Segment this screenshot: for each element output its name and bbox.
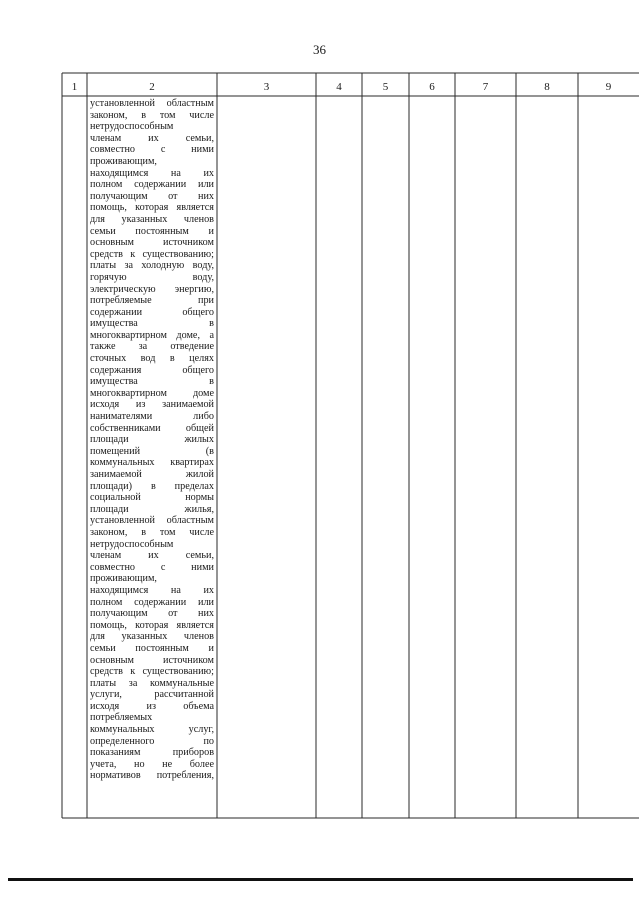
cell-text-line: средств к существованию; <box>90 248 214 260</box>
cell-text-line: основным источником <box>90 237 214 249</box>
cell-text-line: многоквартирном доме, а <box>90 329 214 341</box>
column-header-5: 5 <box>382 81 389 93</box>
cell-text-line: услуги, рассчитанной <box>90 689 214 701</box>
cell-text-line: установленной областным <box>90 515 214 527</box>
cell-text-line: содержании общего <box>90 306 214 318</box>
cell-text-line: получающим от них <box>90 608 214 620</box>
column-header-2: 2 <box>149 81 155 93</box>
cell-text-line: многоквартирном доме <box>90 387 214 399</box>
cell-text-line: законом, в том числе <box>90 526 214 538</box>
cell-text-line: нетрудоспособным <box>90 538 174 550</box>
cell-text-line: проживающим, <box>90 573 157 585</box>
cell-text-line: основным источником <box>90 654 214 666</box>
cell-text-line: собственниками общей <box>90 422 214 434</box>
cell-text-line: совместно с ними <box>90 144 214 156</box>
cell-text-line: нанимателями либо <box>90 411 214 423</box>
column-header-9: 9 <box>605 81 612 93</box>
cell-text-line: определенного по <box>90 735 214 747</box>
cell-text-line: установленной областным <box>90 98 214 109</box>
cell-text-line: потребляемых <box>90 712 153 724</box>
cell-text-line: помощь, которая является <box>90 619 214 631</box>
cell-text-line: электрическую энергию, <box>90 283 214 295</box>
cell-text-line: находящимся на их <box>90 584 214 596</box>
cell-text-line: находящимся на их <box>90 167 214 179</box>
cell-text-line: исходя из занимаемой <box>90 399 214 411</box>
cell-text-line: законом, в том числе <box>90 109 214 121</box>
cell-text-line: проживающим, <box>90 155 157 167</box>
page-bottom-border <box>8 878 633 881</box>
cell-text-line: сточных вод в целях <box>90 353 214 365</box>
cell-text-line: учета, но не более <box>90 758 214 770</box>
cell-text-line: занимаемой жилой <box>90 469 214 480</box>
cell-text-line: совместно с ними <box>90 561 214 573</box>
cell-text-line: также за отведение <box>90 341 214 353</box>
cell-text-line: платы за холодную воду, <box>90 260 214 272</box>
cell-text-line: имущества в <box>90 318 214 330</box>
column-header-8: 8 <box>544 81 550 93</box>
cell-text-line: семьи постоянным и <box>90 225 214 237</box>
column-header-6: 6 <box>429 81 435 93</box>
column-header-7: 7 <box>482 81 489 93</box>
cell-text-line: содержания общего <box>90 364 214 376</box>
cell-text-line: коммунальных квартирах <box>90 457 214 469</box>
cell-text-line: площади жилых <box>90 434 214 446</box>
cell-text-line: членам их семьи, <box>90 132 214 144</box>
cell-text-line: нетрудоспособным <box>90 121 174 133</box>
cell-text-line: помещений (в <box>90 445 214 457</box>
column-header-3: 3 <box>263 81 270 93</box>
cell-text-line: средств к существованию; <box>90 666 214 678</box>
column-header-4: 4 <box>336 81 342 93</box>
cell-text-line: помощь, которая является <box>90 202 214 214</box>
cell-text-line: платы за коммунальные <box>90 677 214 689</box>
cell-text-line: для указанных членов <box>90 213 214 225</box>
cell-text-line: площади жилья, <box>90 503 214 515</box>
cell-text-line: коммунальных услуг, <box>90 724 214 736</box>
cell-text-line: семьи постоянным и <box>90 642 214 654</box>
cell-text-line: членам их семьи, <box>90 550 214 562</box>
cell-text-line: для указанных членов <box>90 631 214 643</box>
cell-text-line: площади) в пределах <box>90 480 214 492</box>
cell-text-line: имущества в <box>90 376 214 388</box>
cell-text-line: горячую воду, <box>90 271 214 283</box>
cell-text-line: полном содержании или <box>90 596 214 608</box>
table-cell-column-2-text <box>90 98 214 782</box>
cell-text-line: показаниям приборов <box>90 747 214 759</box>
page-number: 36 <box>313 42 326 57</box>
column-header-1: 1 <box>71 81 78 93</box>
cell-text-line: нормативов потребления, <box>90 770 214 782</box>
cell-text-line: получающим от них <box>90 190 214 202</box>
cell-text-line: потребляемые при <box>90 295 214 307</box>
cell-text-line: исходя из объема <box>90 700 214 712</box>
cell-text-line: социальной нормы <box>90 492 214 504</box>
cell-text-line: полном содержании или <box>90 179 214 191</box>
